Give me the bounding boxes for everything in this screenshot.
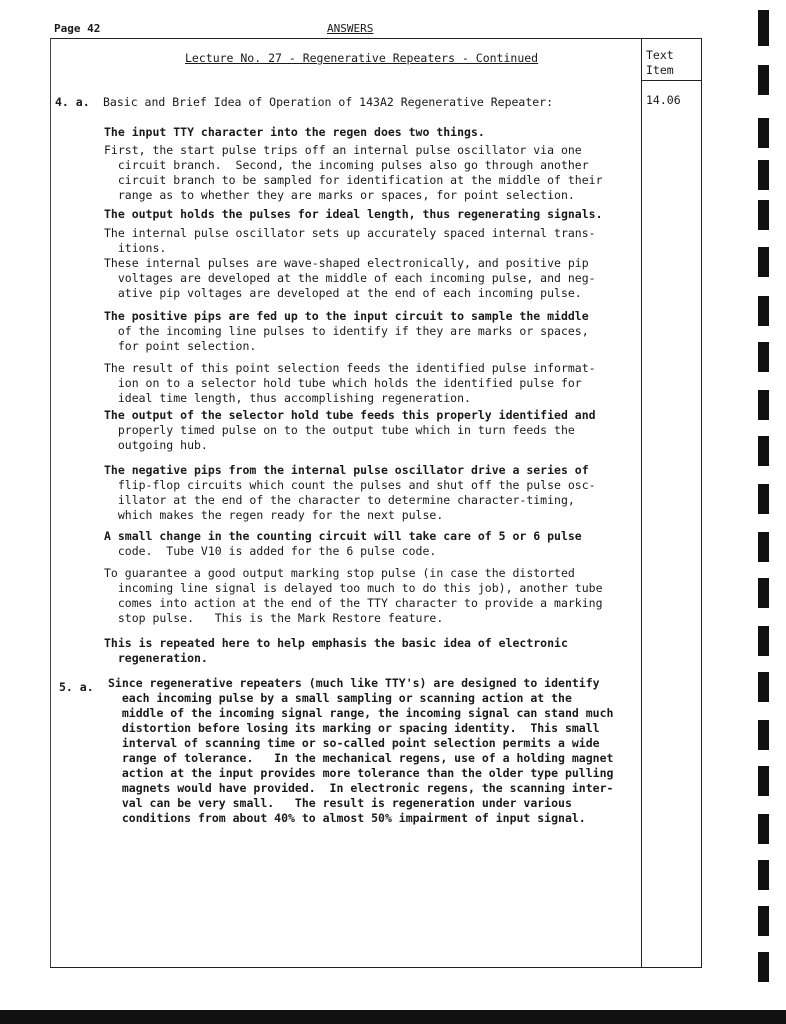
question-4-body-line: The negative pips from the internal pulse oscillator drive a series of <box>104 463 589 477</box>
question-5-body-line: each incoming pulse by a small sampling or scanning action at the <box>108 691 572 705</box>
binding-mark <box>758 118 769 148</box>
frame-bottom-rule <box>50 967 702 968</box>
question-4-body-line: range as to whether they are marks or spaces, for point selection. <box>104 188 575 202</box>
page-header: ANSWERS <box>327 22 374 35</box>
question-4-body-line: which makes the regen ready for the next pulse. <box>104 508 444 522</box>
binding-mark <box>758 200 769 230</box>
text-item-label: Text Item <box>646 48 674 77</box>
frame-right-rule <box>701 38 702 968</box>
binding-mark <box>758 10 769 46</box>
question-5-body-line: middle of the incoming signal range, the incoming signal can stand much <box>108 706 614 720</box>
question-4-body-line: comes into action at the end of the TTY character to provide a marking <box>104 596 603 610</box>
question-4-body-line: outgoing hub. <box>104 438 208 452</box>
binding-mark <box>758 390 769 420</box>
question-4-body-line: code. Tube V10 is added for the 6 pulse code. <box>104 544 437 558</box>
question-4-body-line: itions. <box>104 241 167 255</box>
question-4-body-line: circuit branch to be sampled for identification at the middle of their <box>104 173 603 187</box>
binding-mark <box>758 296 769 326</box>
question-4-body-line: The output of the selector hold tube feeds this properly identified and <box>104 408 596 422</box>
binding-mark <box>758 342 769 372</box>
question-4-body-line: The output holds the pulses for ideal length, thus regenerating signals. <box>104 207 603 221</box>
question-4-body-line: stop pulse. This is the Mark Restore feature. <box>104 611 444 625</box>
binding-mark <box>758 436 769 466</box>
binding-mark <box>758 484 769 514</box>
question-4-label: 4. a. <box>55 95 90 109</box>
question-4-body-line: The positive pips are fed up to the input circuit to sample the middle <box>104 309 589 323</box>
question-4-body-line: flip-flop circuits which count the pulses and shut off the pulse osc- <box>104 478 596 492</box>
question-4-body-line: properly timed pulse on to the output tube which in turn feeds the <box>104 423 575 437</box>
binding-mark <box>758 952 769 982</box>
binding-mark <box>758 532 769 562</box>
question-4-body-line: The internal pulse oscillator sets up accurately spaced internal trans- <box>104 226 596 240</box>
question-4-body-line: ideal time length, thus accomplishing regeneration. <box>104 391 471 405</box>
binding-mark <box>758 160 769 190</box>
text-item-number: 14.06 <box>646 93 681 107</box>
question-5-body-line: Since regenerative repeaters (much like TTY's) are designed to identify <box>108 676 600 690</box>
scan-edge <box>0 1010 786 1024</box>
question-4-body-line: First, the start pulse trips off an internal pulse oscillator via one <box>104 143 582 157</box>
column-divider <box>641 38 642 967</box>
binding-mark <box>758 906 769 936</box>
binding-mark <box>758 65 769 95</box>
question-4-body-line: ion on to a selector hold tube which holds the identified pulse for <box>104 376 582 390</box>
binding-mark <box>758 720 769 750</box>
question-5-body-line: magnets would have provided. In electronic regens, the scanning inter- <box>108 781 614 795</box>
binding-mark <box>758 626 769 656</box>
question-4-body-line: voltages are developed at the middle of each incoming pulse, and neg- <box>104 271 596 285</box>
binding-mark <box>758 578 769 608</box>
question-4-body-line: This is repeated here to help emphasis the basic idea of electronic <box>104 636 568 650</box>
question-4-body-line: The result of this point selection feeds the identified pulse informat- <box>104 361 596 375</box>
question-4-body-line: of the incoming line pulses to identify if they are marks or spaces, <box>104 324 589 338</box>
question-4-body-line: regeneration. <box>104 651 208 665</box>
question-4-heading: Basic and Brief Idea of Operation of 143A2 Regenerative Repeater: <box>103 95 554 109</box>
question-5-body-line: conditions from about 40% to almost 50% impairment of input signal. <box>108 811 586 825</box>
question-4-body-line: circuit branch. Second, the incoming pulses also go through another <box>104 158 589 172</box>
question-4-body-line: ative pip voltages are developed at the end of each incoming pulse. <box>104 286 582 300</box>
question-4-body-line: These internal pulses are wave-shaped electronically, and positive pip <box>104 256 589 270</box>
question-5-body-line: action at the input provides more tolerance than the older type pulling <box>108 766 614 780</box>
question-5-body-line: interval of scanning time or so-called point selection permits a wide <box>108 736 600 750</box>
text-item-rule <box>641 80 701 81</box>
question-5-body-line: val can be very small. The result is regeneration under various <box>108 796 572 810</box>
page-number: Page 42 <box>54 22 101 35</box>
question-4-body-line: To guarantee a good output marking stop pulse (in case the distorted <box>104 566 575 580</box>
lecture-title: Lecture No. 27 - Regenerative Repeaters - Continued <box>185 51 539 65</box>
binding-mark <box>758 860 769 890</box>
question-4-body-line: illator at the end of the character to determine character-timing, <box>104 493 575 507</box>
binding-mark <box>758 766 769 796</box>
question-4-body-line: A small change in the counting circuit will take care of 5 or 6 pulse <box>104 529 582 543</box>
question-4-body-line: The input TTY character into the regen does two things. <box>104 125 485 139</box>
binding-mark <box>758 247 769 277</box>
question-5-body-line: range of tolerance. In the mechanical regens, use of a holding magnet <box>108 751 614 765</box>
frame-left-rule <box>50 38 51 968</box>
question-4-body-line: incoming line signal is delayed too much to do this job), another tube <box>104 581 603 595</box>
question-5-label: 5. a. <box>59 680 94 694</box>
frame-top-rule <box>50 38 702 39</box>
binding-mark <box>758 814 769 844</box>
question-4-body-line: for point selection. <box>104 339 257 353</box>
binding-mark <box>758 672 769 702</box>
question-5-body-line: distortion before losing its marking or spacing identity. This small <box>108 721 600 735</box>
binding-marks <box>758 0 772 1024</box>
